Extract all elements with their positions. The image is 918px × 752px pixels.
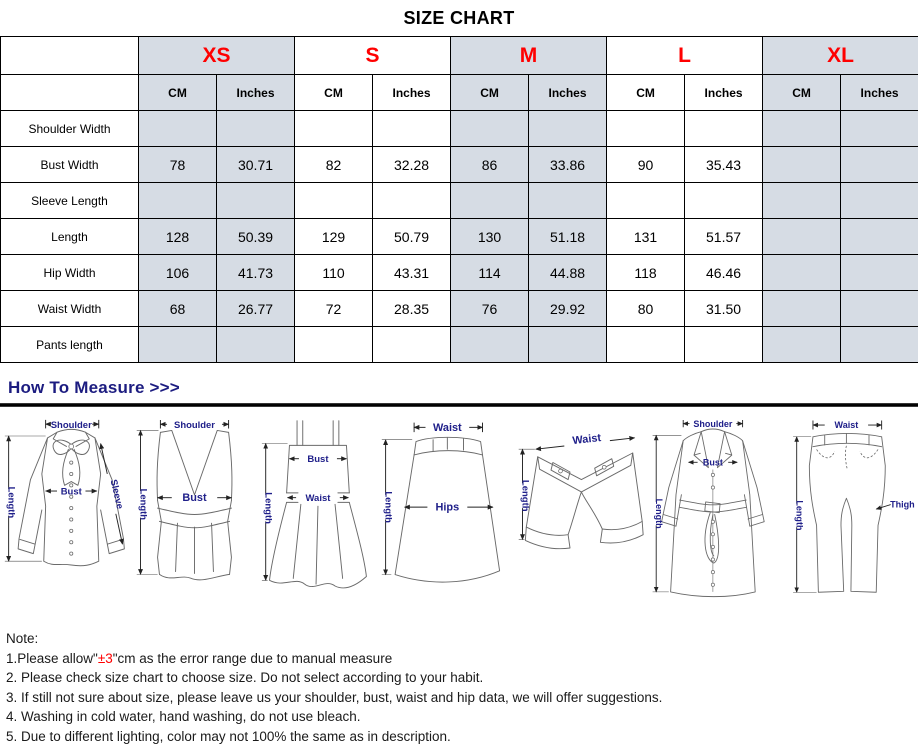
unit-header-l-inches: Inches: [685, 75, 763, 111]
cell-pants-length-xl-cm: [763, 327, 841, 363]
cell-bust-width-s-cm: 82: [295, 147, 373, 183]
cell-bust-width-l-inches: 35.43: [685, 147, 763, 183]
note-line-3: 3. If still not sure about size, please leave us your shoulder, bust, waist and hip data, we will offer suggestions.: [6, 689, 663, 705]
cell-pants-length-s-cm: [295, 327, 373, 363]
cell-length-s-cm: 129: [295, 219, 373, 255]
unit-header-l-cm: CM: [607, 75, 685, 111]
note-line-5: 5. Due to different lighting, color may not 100% the same as in description.: [6, 728, 451, 744]
shorts-length-label: Length: [519, 479, 531, 512]
blouse-length-label: Length: [5, 486, 17, 519]
cell-waist-width-l-inches: 31.50: [685, 291, 763, 327]
cell-length-s-inches: 50.79: [373, 219, 451, 255]
cell-shoulder-width-xs-cm: [139, 111, 217, 147]
cell-sleeve-length-xs-inches: [217, 183, 295, 219]
size-header-row: [1, 37, 918, 75]
page-title: SIZE CHART: [403, 8, 515, 28]
measure-figures: [0, 407, 918, 619]
size-header-xl: XL: [763, 37, 918, 75]
cell-hip-width-s-inches: 43.31: [373, 255, 451, 291]
size-header-m: M: [451, 37, 607, 75]
cell-shoulder-width-l-inches: [685, 111, 763, 147]
vest-bust-label: Bust: [181, 492, 207, 505]
cell-sleeve-length-s-inches: [373, 183, 451, 219]
cell-length-xl-cm: [763, 219, 841, 255]
vest-figure: [132, 415, 257, 605]
pants-figure: [775, 415, 916, 605]
row-label-waist-width: Waist Width: [1, 291, 139, 327]
row-label-pants-length: Pants length: [1, 327, 139, 363]
coat-length-label: Length: [653, 498, 664, 529]
row-label-sleeve-length: Sleeve Length: [1, 183, 139, 219]
cell-shoulder-width-xl-inches: [841, 111, 918, 147]
cell-pants-length-xl-inches: [841, 327, 918, 363]
cell-waist-width-s-cm: 72: [295, 291, 373, 327]
corner-cell: [1, 75, 139, 111]
cell-waist-width-s-inches: 28.35: [373, 291, 451, 327]
cell-hip-width-l-cm: 118: [607, 255, 685, 291]
cell-shoulder-width-s-inches: [373, 111, 451, 147]
row-label-hip-width: Hip Width: [1, 255, 139, 291]
cell-bust-width-xs-inches: 30.71: [217, 147, 295, 183]
table-row-length: [1, 219, 918, 255]
unit-header-s-cm: CM: [295, 75, 373, 111]
unit-header-row: [1, 75, 918, 111]
cell-pants-length-s-inches: [373, 327, 451, 363]
size-header-s: S: [295, 37, 451, 75]
dress-waist-label: Waist: [305, 492, 331, 504]
cell-pants-length-l-inches: [685, 327, 763, 363]
cell-shoulder-width-m-cm: [451, 111, 529, 147]
cell-length-xs-cm: 128: [139, 219, 217, 255]
unit-header-xl-inches: Inches: [841, 75, 918, 111]
note-line-1: 1.Please allow"±3"cm as the error range due to manual measure: [6, 650, 393, 666]
unit-header-s-inches: Inches: [373, 75, 451, 111]
table-row-pants-length: [1, 327, 918, 363]
cell-hip-width-m-cm: 114: [451, 255, 529, 291]
table-row-bust-width: [1, 147, 918, 183]
cell-hip-width-m-inches: 44.88: [529, 255, 607, 291]
cell-sleeve-length-xl-cm: [763, 183, 841, 219]
table-row-hip-width: [1, 255, 918, 291]
cell-bust-width-xl-cm: [763, 147, 841, 183]
vest-shoulder-label: Shoulder: [173, 420, 215, 432]
blouse-shoulder-label: Shoulder: [50, 419, 92, 431]
cell-bust-width-xs-cm: 78: [139, 147, 217, 183]
cell-shoulder-width-s-cm: [295, 111, 373, 147]
cell-hip-width-xs-cm: 106: [139, 255, 217, 291]
size-chart-table: [0, 36, 918, 363]
coat-bust-label: Bust: [702, 457, 723, 468]
dress-figure: [257, 415, 377, 605]
cell-sleeve-length-s-cm: [295, 183, 373, 219]
cell-sleeve-length-m-inches: [529, 183, 607, 219]
cell-waist-width-m-cm: 76: [451, 291, 529, 327]
cell-bust-width-m-inches: 33.86: [529, 147, 607, 183]
cell-pants-length-m-inches: [529, 327, 607, 363]
size-header-l: L: [607, 37, 763, 75]
unit-header-m-inches: Inches: [529, 75, 607, 111]
row-label-length: Length: [1, 219, 139, 255]
table-row-shoulder-width: [1, 111, 918, 147]
pants-waist-label: Waist: [834, 420, 859, 431]
cell-length-xs-inches: 50.39: [217, 219, 295, 255]
unit-header-xs-inches: Inches: [217, 75, 295, 111]
cell-waist-width-m-inches: 29.92: [529, 291, 607, 327]
cell-length-m-inches: 51.18: [529, 219, 607, 255]
blouse-bust-label: Bust: [60, 486, 82, 498]
cell-sleeve-length-l-cm: [607, 183, 685, 219]
size-chart-body: [1, 111, 918, 363]
table-row-sleeve-length: [1, 183, 918, 219]
cell-sleeve-length-m-cm: [451, 183, 529, 219]
skirt-hips-label: Hips: [435, 501, 459, 514]
cell-hip-width-xs-inches: 41.73: [217, 255, 295, 291]
cell-waist-width-xs-cm: 68: [139, 291, 217, 327]
table-row-waist-width: [1, 291, 918, 327]
cell-sleeve-length-l-inches: [685, 183, 763, 219]
dress-bust-label: Bust: [307, 454, 329, 466]
cell-hip-width-xl-inches: [841, 255, 918, 291]
how-to-measure-heading: How To Measure >>>: [8, 378, 180, 397]
unit-header-m-cm: CM: [451, 75, 529, 111]
pants-thigh-label: Thigh: [890, 499, 915, 510]
cell-shoulder-width-m-inches: [529, 111, 607, 147]
cell-waist-width-xs-inches: 26.77: [217, 291, 295, 327]
note-line-2: 2. Please check size chart to choose size. Do not select according to your habit.: [6, 670, 484, 685]
notes-heading: Note:: [6, 631, 39, 646]
cell-length-l-cm: 131: [607, 219, 685, 255]
skirt-waist-label: Waist: [432, 422, 462, 435]
cell-length-xl-inches: [841, 219, 918, 255]
cell-bust-width-l-cm: 90: [607, 147, 685, 183]
blouse-buttons: [70, 461, 73, 555]
cell-hip-width-s-cm: 110: [295, 255, 373, 291]
cell-shoulder-width-xs-inches: [217, 111, 295, 147]
dress-length-label: Length: [262, 492, 274, 524]
cell-waist-width-xl-inches: [841, 291, 918, 327]
unit-header-xl-cm: CM: [763, 75, 841, 111]
cell-sleeve-length-xs-cm: [139, 183, 217, 219]
cell-waist-width-xl-cm: [763, 291, 841, 327]
unit-header-xs-cm: CM: [139, 75, 217, 111]
shorts-figure: [511, 415, 648, 605]
cell-bust-width-m-cm: 86: [451, 147, 529, 183]
skirt-length-label: Length: [382, 491, 394, 523]
notes-section: [6, 629, 918, 746]
error-range-highlight: ±3: [97, 650, 113, 666]
corner-cell: [1, 37, 139, 75]
blouse-figure: [2, 415, 131, 605]
shorts-waist-label: Waist: [571, 431, 602, 448]
cell-pants-length-xs-cm: [139, 327, 217, 363]
pants-length-label: Length: [794, 500, 805, 531]
row-label-bust-width: Bust Width: [1, 147, 139, 183]
cell-length-m-cm: 130: [451, 219, 529, 255]
skirt-figure: [378, 415, 511, 605]
cell-length-l-inches: 51.57: [685, 219, 763, 255]
cell-pants-length-m-cm: [451, 327, 529, 363]
cell-shoulder-width-l-cm: [607, 111, 685, 147]
cell-bust-width-xl-inches: [841, 147, 918, 183]
vest-length-label: Length: [137, 488, 149, 521]
cell-sleeve-length-xl-inches: [841, 183, 918, 219]
note-line-4: 4. Washing in cold water, hand washing, do not use bleach.: [6, 709, 361, 724]
row-label-shoulder-width: Shoulder Width: [1, 111, 139, 147]
cell-hip-width-l-inches: 46.46: [685, 255, 763, 291]
cell-hip-width-xl-cm: [763, 255, 841, 291]
blouse-sleeve-label: Sleeve: [107, 478, 126, 511]
cell-pants-length-l-cm: [607, 327, 685, 363]
cell-pants-length-xs-inches: [217, 327, 295, 363]
coat-shoulder-label: Shoulder: [692, 418, 732, 429]
cell-shoulder-width-xl-cm: [763, 111, 841, 147]
cell-waist-width-l-cm: 80: [607, 291, 685, 327]
cell-bust-width-s-inches: 32.28: [373, 147, 451, 183]
size-header-xs: XS: [139, 37, 295, 75]
coat-figure: [649, 415, 775, 605]
